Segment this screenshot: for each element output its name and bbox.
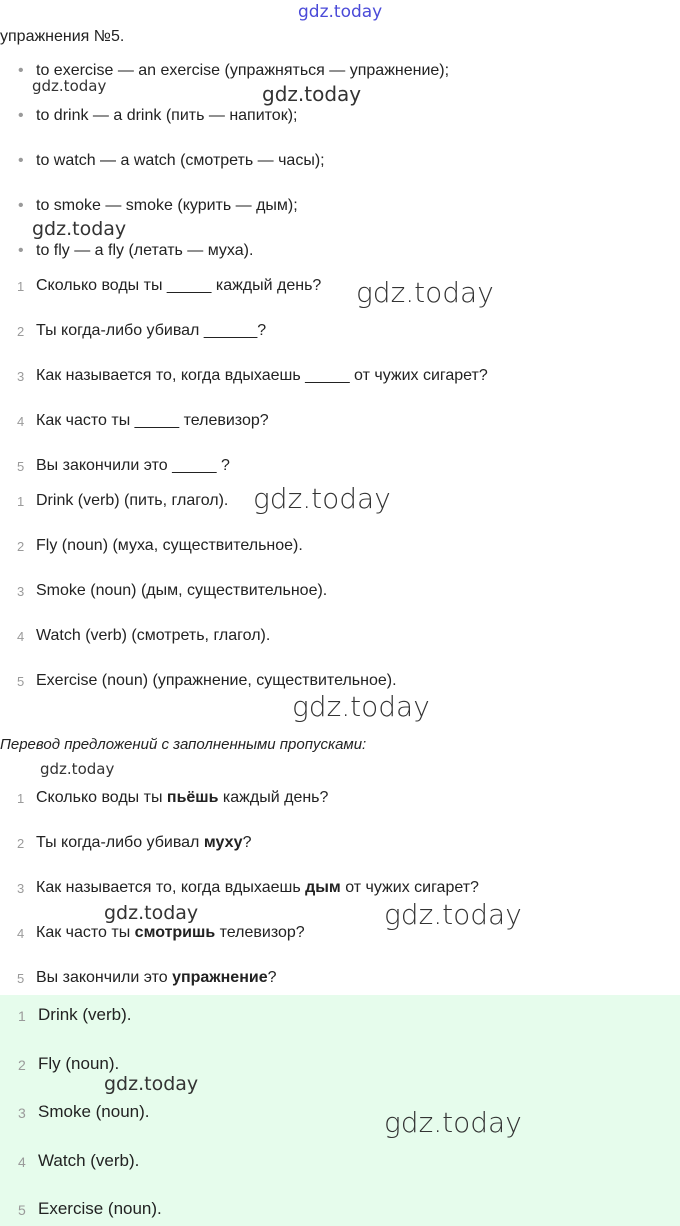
- item-number: 5: [17, 971, 25, 986]
- item-number: 5: [17, 674, 25, 689]
- item-number: 2: [17, 324, 25, 339]
- filled-word: муху: [203, 834, 243, 851]
- list-item: to smoke — smoke (курить — дым);: [36, 197, 298, 214]
- list-item: to drink — a drink (пить — напиток);: [36, 107, 298, 124]
- item-number: 2: [18, 1057, 26, 1073]
- list-item: Smoke (noun).: [38, 1102, 150, 1121]
- watermark: gdz.today: [292, 690, 430, 723]
- watermark: gdz.today: [32, 218, 127, 240]
- bullet-marker: •: [18, 242, 24, 259]
- list-item: Ты когда-либо убивал ______?: [36, 322, 267, 339]
- list-item: Watch (verb).: [38, 1151, 140, 1170]
- bullet-marker: •: [18, 107, 24, 124]
- list-item: Как называется то, когда вдыхаешь дым от чужих сигарет?: [36, 879, 479, 896]
- list-item: Drink (verb) (пить, глагол).: [36, 492, 229, 509]
- filled-word: пьёшь: [166, 789, 219, 806]
- watermark-top: gdz.today: [298, 2, 383, 22]
- item-number: 5: [17, 459, 25, 474]
- list-item: Fly (noun) (муха, существительное).: [36, 537, 303, 554]
- item-number: 1: [17, 791, 25, 806]
- bullet-marker: •: [18, 152, 24, 169]
- item-number: 1: [17, 279, 25, 294]
- list-item: to exercise — an exercise (упражняться — упражнение);: [36, 62, 450, 79]
- watermark: gdz.today: [40, 760, 115, 778]
- list-item: to watch — a watch (смотреть — часы);: [36, 152, 325, 169]
- list-item: Сколько воды ты _____ каждый день?: [36, 277, 322, 294]
- list-item: Как называется то, когда вдыхаешь _____ от чужих сигарет?: [36, 367, 488, 384]
- list-item: Exercise (noun).: [38, 1199, 162, 1218]
- list-item: Вы закончили это упражнение?: [36, 969, 277, 986]
- list-item: Сколько воды ты пьёшь каждый день?: [36, 789, 329, 806]
- watermark: gdz.today: [104, 902, 199, 924]
- filled-word: смотришь: [134, 924, 216, 941]
- item-number: 5: [18, 1202, 26, 1218]
- watermark: gdz.today: [356, 276, 494, 309]
- translation-heading: Перевод предложений с заполненными пропусками:: [0, 736, 367, 753]
- list-item: Watch (verb) (смотреть, глагол).: [36, 627, 271, 644]
- list-item: Fly (noun).: [38, 1054, 120, 1073]
- item-number: 3: [17, 369, 25, 384]
- item-number: 4: [17, 414, 25, 429]
- item-number: 4: [17, 926, 25, 941]
- watermark: gdz.today: [253, 482, 391, 515]
- filled-word: дым: [305, 879, 341, 896]
- list-item: to fly — a fly (летать — муха).: [36, 242, 254, 259]
- watermark: gdz.today: [384, 1106, 522, 1139]
- item-number: 4: [18, 1154, 26, 1170]
- list-item: Ты когда-либо убивал муху?: [36, 834, 252, 851]
- list-item: Smoke (noun) (дым, существительное).: [36, 582, 328, 599]
- list-item: Drink (verb).: [38, 1005, 132, 1024]
- item-number: 2: [17, 539, 25, 554]
- item-number: 4: [17, 629, 25, 644]
- filled-word: упражнение: [172, 969, 268, 986]
- item-number: 1: [18, 1008, 26, 1024]
- item-number: 1: [17, 494, 25, 509]
- watermark: gdz.today: [104, 1073, 199, 1095]
- page-title: упражнения №5.: [0, 28, 125, 45]
- item-number: 3: [17, 584, 25, 599]
- list-item: Как часто ты _____ телевизор?: [36, 412, 269, 429]
- list-item: Вы закончили это _____ ?: [36, 457, 230, 474]
- list-item: Exercise (noun) (упражнение, существительное).: [36, 672, 397, 689]
- bullet-marker: •: [18, 197, 24, 214]
- bullet-marker: •: [18, 62, 24, 79]
- watermark: gdz.today: [384, 898, 522, 931]
- item-number: 3: [18, 1105, 26, 1121]
- list-item: Как часто ты смотришь телевизор?: [36, 924, 305, 941]
- item-number: 2: [17, 836, 25, 851]
- watermark: gdz.today: [32, 77, 107, 95]
- item-number: 3: [17, 881, 25, 896]
- watermark: gdz.today: [262, 82, 362, 106]
